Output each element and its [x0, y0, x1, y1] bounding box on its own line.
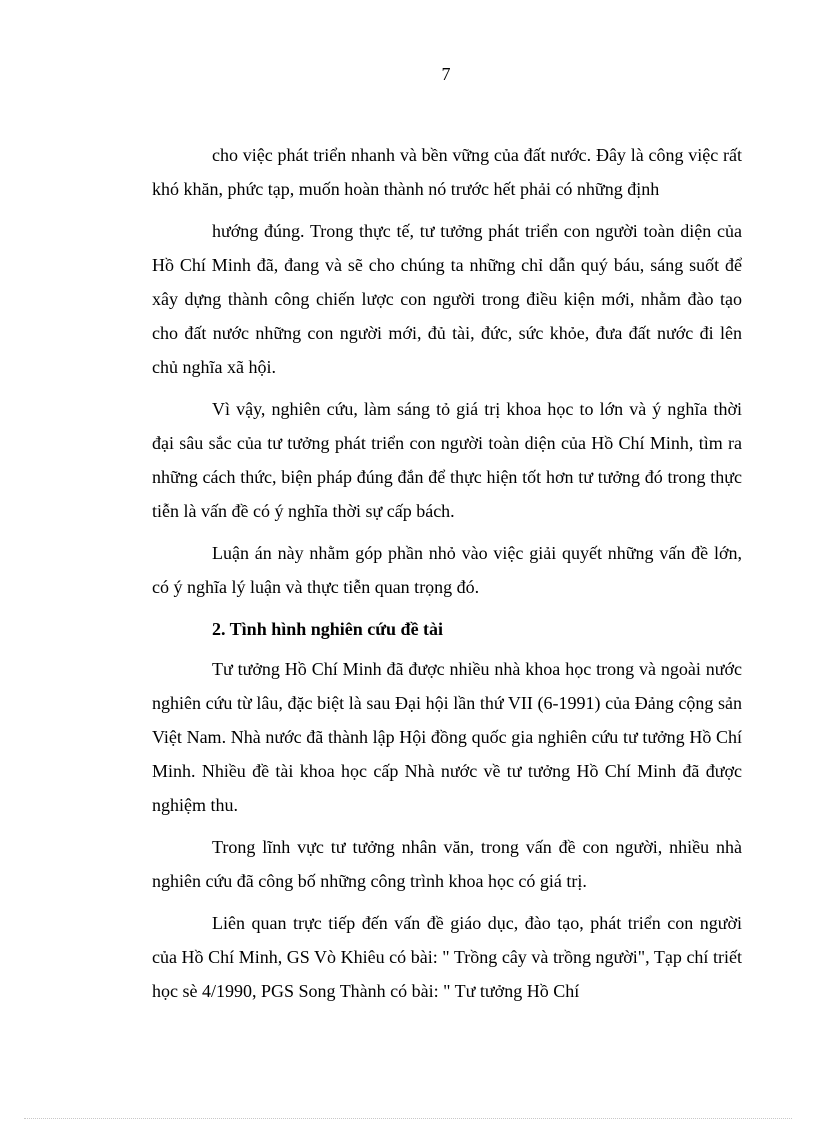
paragraph-4: Luận án này nhằm góp phần nhỏ vào việc giải quyết những vấn đề lớn, có ý nghĩa lý luận và thực tiễn quan trọng đó.	[152, 543, 742, 597]
paragraph-6: Trong lĩnh vực tư tưởng nhân văn, trong vấn đề con người, nhiều nhà nghiên cứu đã công bố những công trình khoa học có giá trị.	[152, 837, 742, 891]
section-heading: 2. Tình hình nghiên cứu đề tài	[212, 619, 444, 639]
page-number: 7	[441, 64, 451, 84]
paragraph-1: cho việc phát triển nhanh và bền vững của đất nước. Đây là công việc rất khó khăn, phức tạp, muốn hoàn thành nó trước hết phải có những định	[152, 145, 742, 199]
paragraph-7: Liên quan trực tiếp đến vấn đề giáo dục, đào tạo, phát triển con người của Hồ Chí Minh, GS Vò Khiêu có bài: " Trồng cây và trồng người", Tạp chí triết học sè 4/1990, PGS Song Thành có bài: " Tư tưởng Hồ Chí	[152, 913, 742, 1001]
paragraph-2: hướng đúng. Trong thực tế, tư tưởng phát triển con người toàn diện của Hồ Chí Minh đã, đang và sẽ cho chúng ta những chỉ dẫn quý báu, sáng suốt để xây dựng thành công chiến lược con người trong điều kiện mới, nhằm đào tạo cho đất nước những con người mới, đủ tài, đức, sức khỏe, đưa đất nước đi lên chủ nghĩa xã hội.	[152, 221, 742, 377]
paragraph-3: Vì vậy, nghiên cứu, làm sáng tỏ giá trị khoa học to lớn và ý nghĩa thời đại sâu sắc của tư tưởng phát triển con người toàn diện của Hồ Chí Minh, tìm ra những cách thức, biện pháp đúng đắn để thực hiện tốt hơn tư tưởng đó trong thực tiễn là vấn đề có ý nghĩa thời sự cấp bách.	[152, 399, 742, 521]
page-bottom-divider	[24, 1118, 792, 1119]
document-body	[152, 138, 742, 1016]
paragraph-5: Tư tưởng Hồ Chí Minh đã được nhiều nhà khoa học trong và ngoài nước nghiên cứu từ lâu, đặc biệt là sau Đại hội lần thứ VII (6-1991) của Đảng cộng sản Việt Nam. Nhà nước đã thành lập Hội đồng quốc gia nghiên cứu tư tưởng Hồ Chí Minh. Nhiều đề tài khoa học cấp Nhà nước về tư tưởng Hồ Chí Minh đã được nghiệm thu.	[152, 659, 742, 815]
